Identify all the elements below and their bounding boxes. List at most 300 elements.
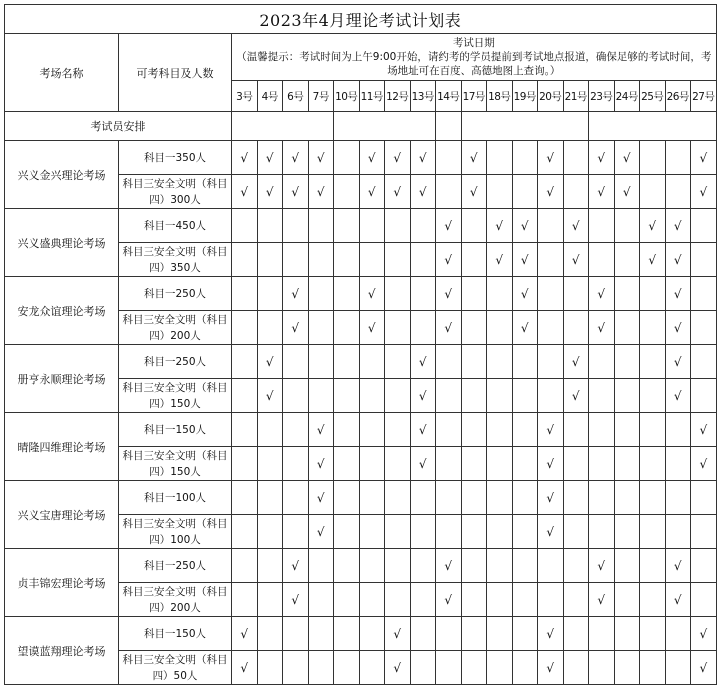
empty-cell xyxy=(232,345,258,379)
empty-cell xyxy=(538,345,564,379)
check-mark: √ xyxy=(487,209,513,243)
check-mark: √ xyxy=(512,277,538,311)
empty-cell xyxy=(257,209,283,243)
empty-cell xyxy=(283,413,309,447)
examiner-row xyxy=(5,112,717,141)
check-mark: √ xyxy=(589,175,615,209)
check-mark: √ xyxy=(385,141,411,175)
check-mark: √ xyxy=(691,617,717,651)
empty-cell xyxy=(665,447,691,481)
empty-cell xyxy=(308,277,334,311)
empty-cell xyxy=(563,515,589,549)
empty-cell xyxy=(640,651,666,685)
check-mark: √ xyxy=(410,345,436,379)
empty-cell xyxy=(461,379,487,413)
check-mark: √ xyxy=(563,243,589,277)
empty-cell xyxy=(283,515,309,549)
examiner-cell xyxy=(589,112,717,141)
empty-cell xyxy=(538,209,564,243)
empty-cell xyxy=(359,209,385,243)
subject-capacity: 科目三安全文明（科目四）50人 xyxy=(119,651,232,685)
empty-cell xyxy=(283,243,309,277)
empty-cell xyxy=(461,617,487,651)
venue-name: 贞丰锦宏理论考场 xyxy=(5,549,119,617)
empty-cell xyxy=(538,379,564,413)
subject-capacity: 科目一350人 xyxy=(119,141,232,175)
empty-cell xyxy=(589,413,615,447)
empty-cell xyxy=(461,209,487,243)
exam-date-header xyxy=(232,34,717,81)
empty-cell xyxy=(487,549,513,583)
empty-cell xyxy=(232,481,258,515)
venue-name: 望谟蓝翔理论考场 xyxy=(5,617,119,685)
empty-cell xyxy=(614,515,640,549)
check-mark: √ xyxy=(359,141,385,175)
venue-name: 兴义金兴理论考场 xyxy=(5,141,119,209)
empty-cell xyxy=(640,481,666,515)
subject-capacity: 科目三安全文明（科目四）200人 xyxy=(119,583,232,617)
empty-cell xyxy=(257,549,283,583)
check-mark: √ xyxy=(283,549,309,583)
check-mark: √ xyxy=(691,447,717,481)
day-header: 12号 xyxy=(385,81,411,112)
empty-cell xyxy=(487,413,513,447)
empty-cell xyxy=(436,481,462,515)
empty-cell xyxy=(691,209,717,243)
subject-capacity: 科目一450人 xyxy=(119,209,232,243)
empty-cell xyxy=(487,141,513,175)
empty-cell xyxy=(359,651,385,685)
empty-cell xyxy=(640,617,666,651)
empty-cell xyxy=(436,651,462,685)
check-mark: √ xyxy=(257,345,283,379)
empty-cell xyxy=(283,379,309,413)
check-mark: √ xyxy=(232,141,258,175)
empty-cell xyxy=(359,515,385,549)
empty-cell xyxy=(461,651,487,685)
day-header: 27号 xyxy=(691,81,717,112)
empty-cell xyxy=(563,617,589,651)
empty-cell xyxy=(487,379,513,413)
empty-cell xyxy=(232,379,258,413)
check-mark: √ xyxy=(563,345,589,379)
empty-cell xyxy=(589,515,615,549)
empty-cell xyxy=(257,481,283,515)
empty-cell xyxy=(665,481,691,515)
empty-cell xyxy=(512,379,538,413)
empty-cell xyxy=(410,651,436,685)
empty-cell xyxy=(640,311,666,345)
day-header: 20号 xyxy=(538,81,564,112)
check-mark: √ xyxy=(691,651,717,685)
empty-cell xyxy=(308,617,334,651)
check-mark: √ xyxy=(436,583,462,617)
empty-cell xyxy=(359,583,385,617)
empty-cell xyxy=(385,209,411,243)
empty-cell xyxy=(410,583,436,617)
empty-cell xyxy=(614,447,640,481)
check-mark: √ xyxy=(665,277,691,311)
day-header: 10号 xyxy=(334,81,360,112)
empty-cell xyxy=(461,549,487,583)
day-header: 13号 xyxy=(410,81,436,112)
empty-cell xyxy=(563,277,589,311)
check-mark: √ xyxy=(359,311,385,345)
subject-capacity: 科目一150人 xyxy=(119,413,232,447)
empty-cell xyxy=(665,413,691,447)
check-mark: √ xyxy=(410,379,436,413)
subject-capacity: 科目三安全文明（科目四）150人 xyxy=(119,379,232,413)
check-mark: √ xyxy=(538,413,564,447)
empty-cell xyxy=(359,617,385,651)
empty-cell xyxy=(512,651,538,685)
empty-cell xyxy=(665,617,691,651)
subject-capacity: 科目三安全文明（科目四）150人 xyxy=(119,447,232,481)
day-header: 18号 xyxy=(487,81,513,112)
check-mark: √ xyxy=(283,175,309,209)
check-mark: √ xyxy=(691,141,717,175)
empty-cell xyxy=(538,311,564,345)
empty-cell xyxy=(385,277,411,311)
day-header: 17号 xyxy=(461,81,487,112)
empty-cell xyxy=(334,141,360,175)
check-mark: √ xyxy=(436,277,462,311)
check-mark: √ xyxy=(385,617,411,651)
empty-cell xyxy=(410,481,436,515)
empty-cell xyxy=(385,583,411,617)
examiner-cell xyxy=(232,112,334,141)
empty-cell xyxy=(563,549,589,583)
day-header: 19号 xyxy=(512,81,538,112)
empty-cell xyxy=(257,277,283,311)
empty-cell xyxy=(232,277,258,311)
empty-cell xyxy=(334,277,360,311)
venue-name: 兴义宝唐理论考场 xyxy=(5,481,119,549)
empty-cell xyxy=(410,209,436,243)
empty-cell xyxy=(563,141,589,175)
check-mark: √ xyxy=(410,413,436,447)
empty-cell xyxy=(512,141,538,175)
empty-cell xyxy=(487,447,513,481)
check-mark: √ xyxy=(487,243,513,277)
check-mark: √ xyxy=(359,277,385,311)
empty-cell xyxy=(614,311,640,345)
empty-cell xyxy=(283,481,309,515)
empty-cell xyxy=(385,515,411,549)
empty-cell xyxy=(614,209,640,243)
empty-cell xyxy=(257,651,283,685)
empty-cell xyxy=(512,583,538,617)
check-mark: √ xyxy=(257,175,283,209)
empty-cell xyxy=(410,617,436,651)
empty-cell xyxy=(436,447,462,481)
subject-capacity: 科目一250人 xyxy=(119,345,232,379)
day-header: 3号 xyxy=(232,81,258,112)
empty-cell xyxy=(563,481,589,515)
empty-cell xyxy=(359,481,385,515)
check-mark: √ xyxy=(308,413,334,447)
table-row xyxy=(5,413,717,447)
empty-cell xyxy=(461,345,487,379)
check-mark: √ xyxy=(538,651,564,685)
empty-cell xyxy=(665,141,691,175)
empty-cell xyxy=(614,413,640,447)
day-header: 11号 xyxy=(359,81,385,112)
check-mark: √ xyxy=(257,141,283,175)
check-mark: √ xyxy=(308,481,334,515)
empty-cell xyxy=(691,549,717,583)
empty-cell xyxy=(436,515,462,549)
empty-cell xyxy=(461,277,487,311)
check-mark: √ xyxy=(359,175,385,209)
check-mark: √ xyxy=(665,583,691,617)
empty-cell xyxy=(308,379,334,413)
empty-cell xyxy=(385,379,411,413)
subject-capacity: 科目一250人 xyxy=(119,549,232,583)
examiner-cell xyxy=(334,112,436,141)
empty-cell xyxy=(232,209,258,243)
exam-date-label: 考试日期 xyxy=(452,37,495,49)
check-mark: √ xyxy=(665,549,691,583)
empty-cell xyxy=(436,345,462,379)
table-row xyxy=(5,209,717,243)
examiner-cell xyxy=(436,112,462,141)
empty-cell xyxy=(614,243,640,277)
empty-cell xyxy=(385,549,411,583)
day-header: 25号 xyxy=(640,81,666,112)
empty-cell xyxy=(538,277,564,311)
empty-cell xyxy=(334,413,360,447)
empty-cell xyxy=(487,311,513,345)
check-mark: √ xyxy=(589,277,615,311)
empty-cell xyxy=(487,515,513,549)
empty-cell xyxy=(614,651,640,685)
empty-cell xyxy=(461,413,487,447)
check-mark: √ xyxy=(308,141,334,175)
empty-cell xyxy=(461,583,487,617)
empty-cell xyxy=(640,549,666,583)
empty-cell xyxy=(359,413,385,447)
examiner-cell xyxy=(461,112,589,141)
day-header: 6号 xyxy=(283,81,309,112)
check-mark: √ xyxy=(232,175,258,209)
empty-cell xyxy=(487,617,513,651)
check-mark: √ xyxy=(589,549,615,583)
subject-capacity: 科目一250人 xyxy=(119,277,232,311)
check-mark: √ xyxy=(283,311,309,345)
check-mark: √ xyxy=(538,481,564,515)
empty-cell xyxy=(308,549,334,583)
venue-header: 考场名称 xyxy=(5,34,119,112)
empty-cell xyxy=(410,311,436,345)
check-mark: √ xyxy=(308,515,334,549)
empty-cell xyxy=(334,651,360,685)
empty-cell xyxy=(410,277,436,311)
empty-cell xyxy=(538,583,564,617)
empty-cell xyxy=(283,209,309,243)
empty-cell xyxy=(461,311,487,345)
empty-cell xyxy=(334,175,360,209)
check-mark: √ xyxy=(436,209,462,243)
empty-cell xyxy=(232,583,258,617)
day-header: 4号 xyxy=(257,81,283,112)
empty-cell xyxy=(512,447,538,481)
check-mark: √ xyxy=(563,209,589,243)
empty-cell xyxy=(563,583,589,617)
empty-cell xyxy=(512,549,538,583)
empty-cell xyxy=(512,515,538,549)
empty-cell xyxy=(589,243,615,277)
empty-cell xyxy=(359,379,385,413)
empty-cell xyxy=(563,311,589,345)
empty-cell xyxy=(436,413,462,447)
check-mark: √ xyxy=(538,617,564,651)
empty-cell xyxy=(512,175,538,209)
empty-cell xyxy=(589,379,615,413)
check-mark: √ xyxy=(257,379,283,413)
empty-cell xyxy=(334,243,360,277)
empty-cell xyxy=(691,515,717,549)
empty-cell xyxy=(640,413,666,447)
check-mark: √ xyxy=(283,277,309,311)
empty-cell xyxy=(691,379,717,413)
check-mark: √ xyxy=(640,209,666,243)
empty-cell xyxy=(640,141,666,175)
check-mark: √ xyxy=(461,141,487,175)
empty-cell xyxy=(691,277,717,311)
day-header: 14号 xyxy=(436,81,462,112)
empty-cell xyxy=(436,617,462,651)
empty-cell xyxy=(538,243,564,277)
check-mark: √ xyxy=(283,583,309,617)
empty-cell xyxy=(487,277,513,311)
check-mark: √ xyxy=(665,379,691,413)
check-mark: √ xyxy=(538,141,564,175)
table-row xyxy=(5,549,717,583)
empty-cell xyxy=(308,311,334,345)
check-mark: √ xyxy=(614,141,640,175)
empty-cell xyxy=(512,617,538,651)
empty-cell xyxy=(589,651,615,685)
empty-cell xyxy=(283,447,309,481)
empty-cell xyxy=(257,447,283,481)
empty-cell xyxy=(640,447,666,481)
empty-cell xyxy=(691,345,717,379)
empty-cell xyxy=(640,345,666,379)
empty-cell xyxy=(410,243,436,277)
subjects-header: 可考科目及人数 xyxy=(119,34,232,112)
check-mark: √ xyxy=(665,345,691,379)
check-mark: √ xyxy=(308,447,334,481)
empty-cell xyxy=(334,481,360,515)
empty-cell xyxy=(563,447,589,481)
check-mark: √ xyxy=(614,175,640,209)
empty-cell xyxy=(334,447,360,481)
empty-cell xyxy=(308,209,334,243)
examiner-label: 考试员安排 xyxy=(5,112,232,141)
check-mark: √ xyxy=(589,141,615,175)
empty-cell xyxy=(640,379,666,413)
check-mark: √ xyxy=(665,243,691,277)
check-mark: √ xyxy=(436,243,462,277)
empty-cell xyxy=(512,345,538,379)
check-mark: √ xyxy=(538,175,564,209)
empty-cell xyxy=(308,583,334,617)
check-mark: √ xyxy=(283,141,309,175)
empty-cell xyxy=(665,651,691,685)
check-mark: √ xyxy=(308,175,334,209)
empty-cell xyxy=(614,379,640,413)
empty-cell xyxy=(410,515,436,549)
empty-cell xyxy=(436,379,462,413)
empty-cell xyxy=(334,549,360,583)
empty-cell xyxy=(257,413,283,447)
empty-cell xyxy=(308,345,334,379)
empty-cell xyxy=(334,209,360,243)
empty-cell xyxy=(334,515,360,549)
subject-capacity: 科目三安全文明（科目四）300人 xyxy=(119,175,232,209)
notice-text: （温馨提示：考试时间为上午9:00开始，请约考的学员提前到考试地点报道，确保足够的考试时间，考场地址可在百度、高德地图上查询。） xyxy=(236,51,712,77)
subject-capacity: 科目一100人 xyxy=(119,481,232,515)
empty-cell xyxy=(385,481,411,515)
empty-cell xyxy=(308,651,334,685)
empty-cell xyxy=(691,243,717,277)
empty-cell xyxy=(614,277,640,311)
empty-cell xyxy=(359,549,385,583)
empty-cell xyxy=(691,311,717,345)
check-mark: √ xyxy=(410,175,436,209)
table-row xyxy=(5,345,717,379)
empty-cell xyxy=(385,243,411,277)
empty-cell xyxy=(359,447,385,481)
empty-cell xyxy=(563,651,589,685)
empty-cell xyxy=(538,549,564,583)
empty-cell xyxy=(640,277,666,311)
table-row xyxy=(5,617,717,651)
empty-cell xyxy=(257,311,283,345)
empty-cell xyxy=(359,243,385,277)
check-mark: √ xyxy=(691,413,717,447)
subject-capacity: 科目一150人 xyxy=(119,617,232,651)
empty-cell xyxy=(461,447,487,481)
check-mark: √ xyxy=(512,311,538,345)
empty-cell xyxy=(487,481,513,515)
empty-cell xyxy=(283,345,309,379)
exam-plan-table xyxy=(4,4,717,685)
subject-capacity: 科目三安全文明（科目四）200人 xyxy=(119,311,232,345)
day-header: 7号 xyxy=(308,81,334,112)
check-mark: √ xyxy=(410,447,436,481)
empty-cell xyxy=(589,447,615,481)
empty-cell xyxy=(461,243,487,277)
day-header: 24号 xyxy=(614,81,640,112)
check-mark: √ xyxy=(512,243,538,277)
empty-cell xyxy=(283,651,309,685)
empty-cell xyxy=(640,515,666,549)
check-mark: √ xyxy=(461,175,487,209)
table-title: 2023年4月理论考试计划表 xyxy=(5,5,717,34)
empty-cell xyxy=(563,175,589,209)
day-header: 26号 xyxy=(665,81,691,112)
check-mark: √ xyxy=(410,141,436,175)
empty-cell xyxy=(410,549,436,583)
empty-cell xyxy=(385,447,411,481)
empty-cell xyxy=(665,175,691,209)
empty-cell xyxy=(232,413,258,447)
check-mark: √ xyxy=(589,311,615,345)
table-row xyxy=(5,141,717,175)
subject-capacity: 科目三安全文明（科目四）100人 xyxy=(119,515,232,549)
